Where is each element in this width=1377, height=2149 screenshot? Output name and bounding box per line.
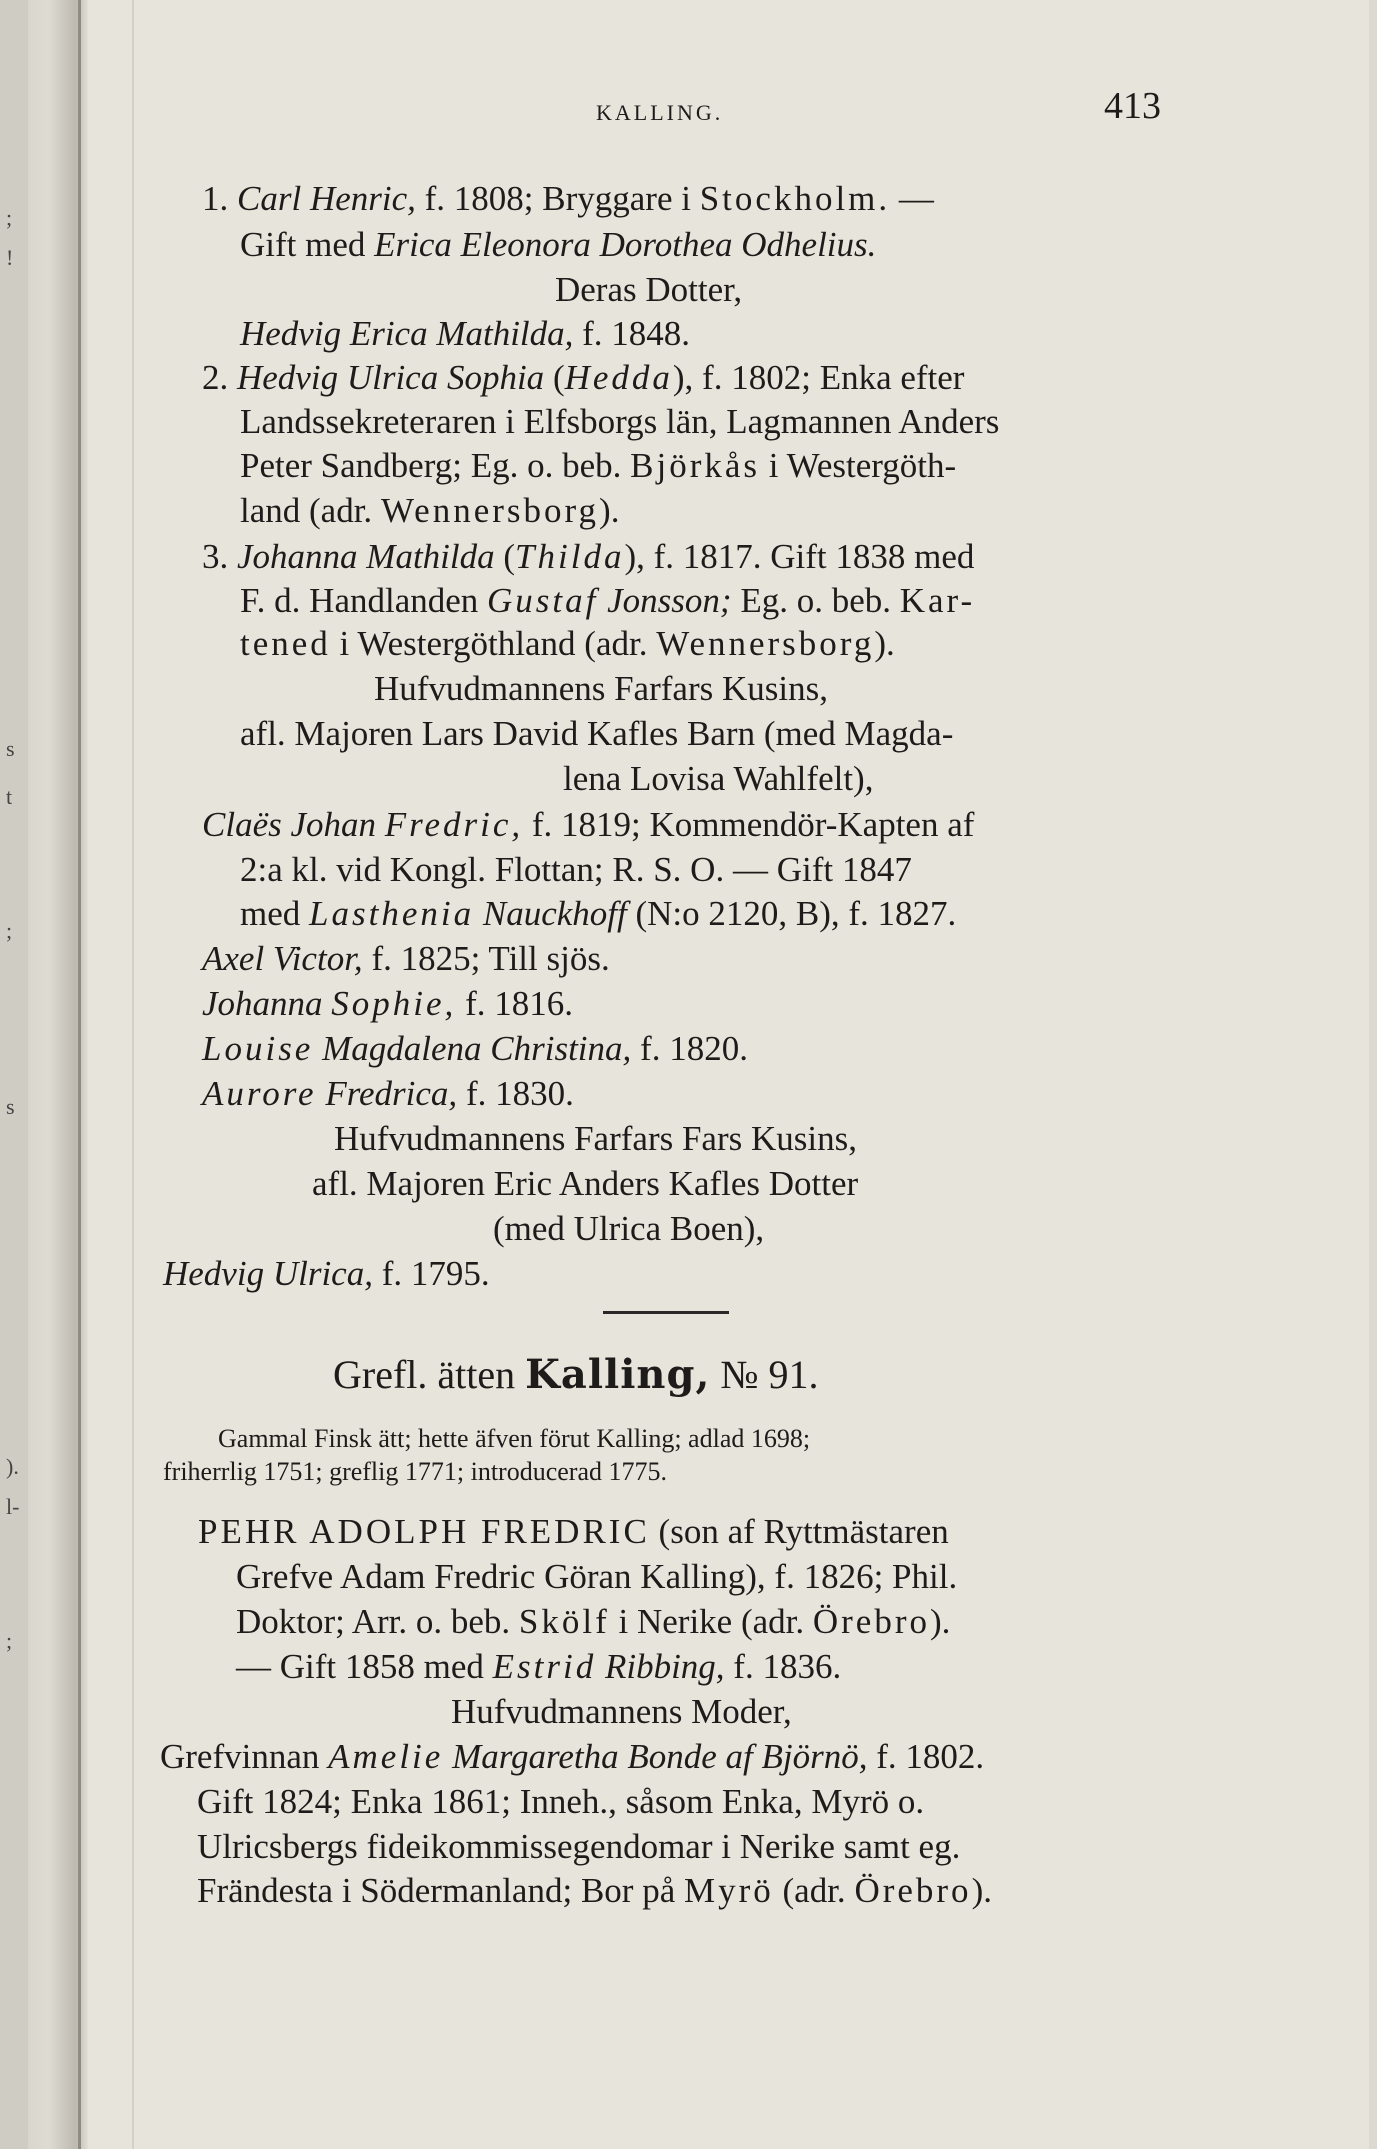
text-run <box>598 581 607 620</box>
text-run: Stockholm. <box>699 179 891 218</box>
text-line <box>451 1692 792 1732</box>
text-run: (N:o 2120, B), f. 1827. <box>626 894 957 933</box>
text-line <box>198 1512 949 1552</box>
text-run: № 91. <box>710 1352 819 1397</box>
text-line <box>240 581 975 621</box>
text-run: Margaretha Bonde af Björnö, <box>452 1737 868 1776</box>
text-run: Hufvudmannens Farfars Fars Kusins, <box>334 1119 857 1158</box>
text-line <box>240 714 953 754</box>
text-run: lena Lovisa Wahlfelt), <box>563 759 874 798</box>
text-run: Hedvig Ulrica, <box>163 1254 373 1293</box>
text-run: — Gift 1858 med <box>236 1647 493 1686</box>
text-line <box>240 491 619 531</box>
text-line <box>202 1029 748 1069</box>
text-run: ), f. 1802; Enka efter <box>672 358 965 397</box>
text-run: afl. Majoren Eric Anders Kafles Dotter <box>312 1164 859 1203</box>
text-run: Thilda <box>515 537 625 576</box>
running-head: KALLING. <box>596 100 724 125</box>
text-run <box>474 894 483 933</box>
text-run: ). <box>971 1871 992 1910</box>
text-line <box>236 1557 957 1597</box>
section-heading <box>333 1352 819 1398</box>
text-run: ( <box>544 358 565 397</box>
text-run: f. 1819; Kommendör-Kapten af <box>523 805 975 844</box>
text-run: f. 1830. <box>457 1074 574 1113</box>
text-run: Myrö <box>683 1871 774 1910</box>
text-line <box>197 1871 992 1911</box>
margin-mark: ; <box>6 1628 13 1653</box>
page-right-edge <box>1369 0 1377 2149</box>
text-run: i Westergöth- <box>760 446 957 485</box>
text-run: Gustaf <box>487 581 599 620</box>
gutter-shadow-line <box>132 0 134 2149</box>
text-run: f. 1802. <box>867 1737 985 1776</box>
text-run: 3. <box>202 537 237 576</box>
text-run: Amelie <box>328 1737 444 1776</box>
text-run: f. 1825; Till sjös. <box>362 939 610 978</box>
text-run: ). <box>930 1602 951 1641</box>
margin-mark: ). <box>6 1454 19 1479</box>
text-line <box>312 1164 858 1204</box>
text-run: Eg. o. beb. <box>731 581 900 620</box>
text-run: land (adr. <box>240 491 381 530</box>
text-run: (adr. <box>773 1871 855 1910</box>
margin-mark: l- <box>6 1494 20 1519</box>
text-run: F. d. Handlanden <box>240 581 488 620</box>
text-line <box>240 446 956 486</box>
text-line <box>374 669 828 709</box>
text-line <box>240 402 999 442</box>
text-run: Nauckhoff <box>482 894 627 933</box>
text-run: Örebro <box>854 1871 972 1910</box>
text-run: Magdalena Christina, <box>313 1029 632 1068</box>
text-run: Johanna Mathilda <box>237 537 495 576</box>
text-run: Lasthenia <box>309 894 475 933</box>
text-run: Fredric, <box>384 805 524 844</box>
text-run: Örebro <box>812 1602 930 1641</box>
text-line <box>555 270 742 310</box>
previous-page-edge <box>0 0 28 2149</box>
text-run: f. 1816. <box>456 984 573 1023</box>
text-line <box>160 1737 984 1777</box>
text-line <box>240 850 912 890</box>
text-run: i Nerike (adr. <box>609 1602 813 1641</box>
text-run: Aurore <box>202 1074 317 1113</box>
margin-mark: ; <box>6 205 13 230</box>
text-run: f. 1820. <box>631 1029 748 1068</box>
text-line <box>202 358 964 398</box>
text-run: f. 1808; Bryggare i <box>415 179 700 218</box>
text-run: Kalling, <box>525 1351 711 1398</box>
text-run: tened <box>240 624 331 663</box>
intro-line <box>218 1424 810 1454</box>
text-run <box>596 1647 605 1686</box>
text-run: Claës Johan <box>202 805 385 844</box>
text-run: Gift 1824; Enka 1861; Inneh., såsom Enka, Myrö o. <box>197 1782 925 1821</box>
text-run: Gammal Finsk ätt; hette äfven förut Kalling; adlad 1698; <box>218 1424 811 1453</box>
text-run: f. 1795. <box>372 1254 490 1293</box>
text-run: Frändesta i Södermanland; Bor på <box>197 1871 684 1910</box>
text-run <box>443 1737 452 1776</box>
text-line <box>202 939 610 979</box>
text-run: (med Ulrica Boen), <box>493 1209 765 1248</box>
margin-mark: t <box>6 784 13 809</box>
text-line <box>163 1254 490 1294</box>
text-line <box>202 805 974 845</box>
gutter-line <box>78 0 81 2149</box>
text-run: Gift med <box>240 225 375 264</box>
text-run: Hedvig Ulrica Sophia <box>237 358 545 397</box>
text-run: friherrlig 1751; greflig 1771; introducerad 1775. <box>163 1457 667 1486</box>
text-run: med <box>240 894 310 933</box>
text-run: Grefvinnan <box>160 1737 329 1776</box>
text-run: Kar- <box>899 581 976 620</box>
text-run: Johanna <box>202 984 332 1023</box>
margin-mark: s <box>6 1094 15 1119</box>
text-run: Hedvig Erica Mathilda, <box>240 314 574 353</box>
text-line <box>493 1209 764 1249</box>
margin-mark: s <box>6 736 15 761</box>
text-line <box>563 759 873 799</box>
text-run: Estrid <box>492 1647 597 1686</box>
page-number: 413 <box>1104 85 1161 127</box>
text-run: f. 1836. <box>724 1647 842 1686</box>
text-run: Peter Sandberg; Eg. o. beb. <box>240 446 631 485</box>
text-run: 2. <box>202 358 237 397</box>
text-run: Fredrica, <box>316 1074 458 1113</box>
text-run: 1. <box>202 179 237 218</box>
text-line <box>202 1074 574 1114</box>
text-run: 2:a kl. vid Kongl. Flottan; R. S. O. — Gift 1847 <box>240 850 912 889</box>
section-rule <box>603 1311 729 1314</box>
text-run: Ribbing, <box>604 1647 725 1686</box>
text-run: Grefve Adam Fredric Göran Kalling), f. 1826; Phil. <box>236 1557 958 1596</box>
text-run: Hufvudmannens Farfars Kusins, <box>374 669 828 708</box>
text-run: Björkås <box>630 446 761 485</box>
text-line <box>334 1119 857 1159</box>
text-line <box>202 179 934 219</box>
text-run: afl. Majoren Lars David Kafles Barn (med Magda- <box>240 714 954 753</box>
text-run: — <box>890 179 934 218</box>
text-run: Louise <box>202 1029 314 1068</box>
text-run: Wennersborg <box>656 624 875 663</box>
intro-line <box>163 1457 667 1487</box>
text-run: PEHR ADOLPH FREDRIC <box>198 1512 650 1551</box>
text-run: Ulricsbergs fideikommissegendomar i Nerike samt eg. <box>197 1827 961 1866</box>
text-run: Hedda <box>564 358 673 397</box>
text-run: Deras Dotter, <box>555 270 743 309</box>
text-run: Jonsson; <box>607 581 732 620</box>
text-line <box>197 1782 924 1822</box>
text-line <box>240 894 956 934</box>
text-run: Grefl. ätten <box>333 1352 526 1397</box>
text-line <box>202 537 974 577</box>
text-run: Hufvudmannens Moder, <box>451 1692 792 1731</box>
text-run: Erica Eleonora Dorothea Odhelius. <box>374 225 877 264</box>
text-run: ). <box>599 491 620 530</box>
text-run: Carl Henric, <box>237 179 416 218</box>
text-run: Sophie, <box>331 984 457 1023</box>
text-run: Doktor; Arr. o. beb. <box>236 1602 519 1641</box>
text-line <box>236 1602 950 1642</box>
text-run: (son af Ryttmästaren <box>649 1512 949 1551</box>
text-run: Skölf <box>518 1602 610 1641</box>
text-run: ), f. 1817. Gift 1838 med <box>624 537 975 576</box>
text-run: Axel Victor, <box>202 939 363 978</box>
margin-mark: ; <box>6 918 13 943</box>
text-run: i Westergöthland (adr. <box>330 624 657 663</box>
text-run: ). <box>874 624 895 663</box>
text-line <box>197 1827 960 1867</box>
text-run: Wennersborg <box>380 491 600 530</box>
margin-mark: ! <box>6 245 14 270</box>
text-line <box>240 314 690 354</box>
text-line <box>202 984 573 1024</box>
text-run: Landssekreteraren i Elfsborgs län, Lagmannen Anders <box>240 402 1000 441</box>
text-line <box>236 1647 841 1687</box>
text-line <box>240 225 876 265</box>
text-run: ( <box>494 537 516 576</box>
text-run: f. 1848. <box>573 314 691 353</box>
text-line <box>240 624 895 664</box>
